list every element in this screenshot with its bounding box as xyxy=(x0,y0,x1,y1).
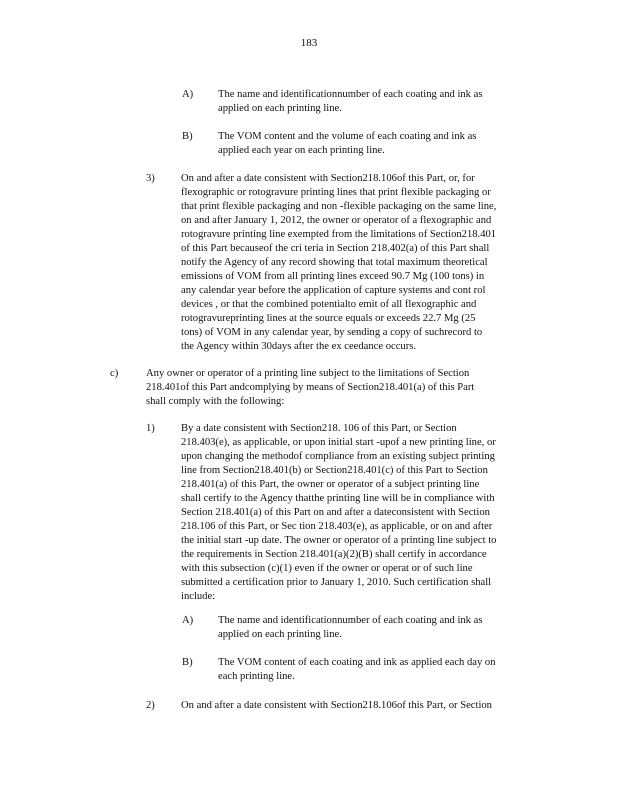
line: By a date consistent with Section218. 106 of this Part, or Section xyxy=(181,423,457,434)
item-B2 xyxy=(182,656,530,684)
line: on and after January 1, 2012, the owner or operator of a flexographic and xyxy=(181,215,492,226)
line: 218.403(e), as applicable, or upon initial start -upof a new printing line, or xyxy=(181,437,496,448)
item-marker: 1) xyxy=(146,423,155,434)
line: each printing line. xyxy=(218,671,295,682)
line: On and after a date consistent with Section218.106of this Part, or, for xyxy=(181,173,475,184)
item-text xyxy=(181,172,531,354)
line: Section 218.401(a) of this Part on and after a dateconsistent with Section xyxy=(181,507,490,518)
line: upon changing the methodof compliance from an existing subject printing xyxy=(181,451,495,462)
subsection-c xyxy=(110,367,521,409)
item-marker: B) xyxy=(182,657,193,668)
paragraph-1 xyxy=(146,422,542,604)
line: flexographic or rotogravure printing lines that print flexible packaging or xyxy=(181,187,491,198)
item-marker: B) xyxy=(182,131,193,142)
page-number: 183 xyxy=(300,37,318,49)
line: tons) of VOM in any calendar year, by sending a copy of suchrecord to xyxy=(181,327,483,338)
line: any calendar year before the application of capture systems and cont rol xyxy=(181,285,486,296)
item-text xyxy=(218,130,518,158)
line: Any owner or operator of a printing line subject to the limitations of Section xyxy=(146,368,470,379)
line: rotogravureprinting lines at the source equals or exceeds 22.7 Mg (25 xyxy=(181,313,476,324)
item-A2 xyxy=(182,614,520,642)
line: emissions of VOM from all printing lines exceed 90.7 Mg (100 tons) in xyxy=(181,271,485,282)
line: line from Section218.401(b) or Section218.401(c) of this Part to Section xyxy=(181,465,488,476)
item-marker: 3) xyxy=(146,173,155,184)
line: shall comply with the following: xyxy=(146,396,285,407)
item-text xyxy=(181,699,530,713)
paragraph-3 xyxy=(146,172,531,354)
line: 218.106 of this Part, or Sec tion 218.403(e), as applicable, or on and after xyxy=(181,521,493,532)
line: On and after a date consistent with Section218.106of this Part, or Section xyxy=(181,700,492,711)
line: submitted a certification prior to January 1, 2010. Such certification shall xyxy=(181,577,492,588)
line: devices , or that the combined potentialto emit of all flexographic and xyxy=(181,299,477,310)
item-text xyxy=(146,367,521,409)
item-B1 xyxy=(182,130,518,158)
line: The VOM content of each coating and ink as applied each day on xyxy=(218,657,496,668)
line: with this subsection (c)(1) even if the owner or operat or of such line xyxy=(181,563,473,574)
item-text xyxy=(218,656,530,684)
line: of this Part becauseof the cri teria in Section 218.402(a) of this Part shall xyxy=(181,243,490,254)
paragraph-2 xyxy=(146,699,530,713)
line: the Agency within 30days after the ex ceedance occurs. xyxy=(181,341,417,352)
line: The VOM content and the volume of each coating and ink as xyxy=(218,131,477,142)
line: notify the Agency of any record showing that total maximum theoretical xyxy=(181,257,488,268)
item-text xyxy=(218,88,518,116)
item-marker: A) xyxy=(182,89,194,100)
item-marker: c) xyxy=(110,368,119,379)
line: The name and identificationnumber of each coating and ink as xyxy=(218,615,483,626)
line: applied each year on each printing line. xyxy=(218,145,385,156)
line: 218.401of this Part andcomplying by means of Section218.401(a) of this Part xyxy=(146,382,475,393)
item-marker: 2) xyxy=(146,700,155,711)
line: 218.401(a) of this Part, the owner or operator of a subject printing line xyxy=(181,479,480,490)
line: applied on each printing line. xyxy=(218,629,342,640)
line: include: xyxy=(181,591,216,602)
line: the initial start -up date. The owner or operator of a printing line subject to xyxy=(181,535,497,546)
line: shall certify to the Agency thatthe printing line will be in compliance with xyxy=(181,493,495,504)
item-A1 xyxy=(182,88,518,116)
line: The name and identificationnumber of each coating and ink as xyxy=(218,89,483,100)
line: that print flexible packaging and non -flexible packaging on the same line, xyxy=(181,201,497,212)
line: rotogravure printing line exempted from the limitations of Section218.401 xyxy=(181,229,497,240)
line: applied on each printing line. xyxy=(218,103,342,114)
item-text xyxy=(218,614,520,642)
line: the requirements in Section 218.401(a)(2)(B) shall certify in accordance xyxy=(181,549,487,560)
item-marker: A) xyxy=(182,615,194,626)
item-text xyxy=(181,422,542,604)
